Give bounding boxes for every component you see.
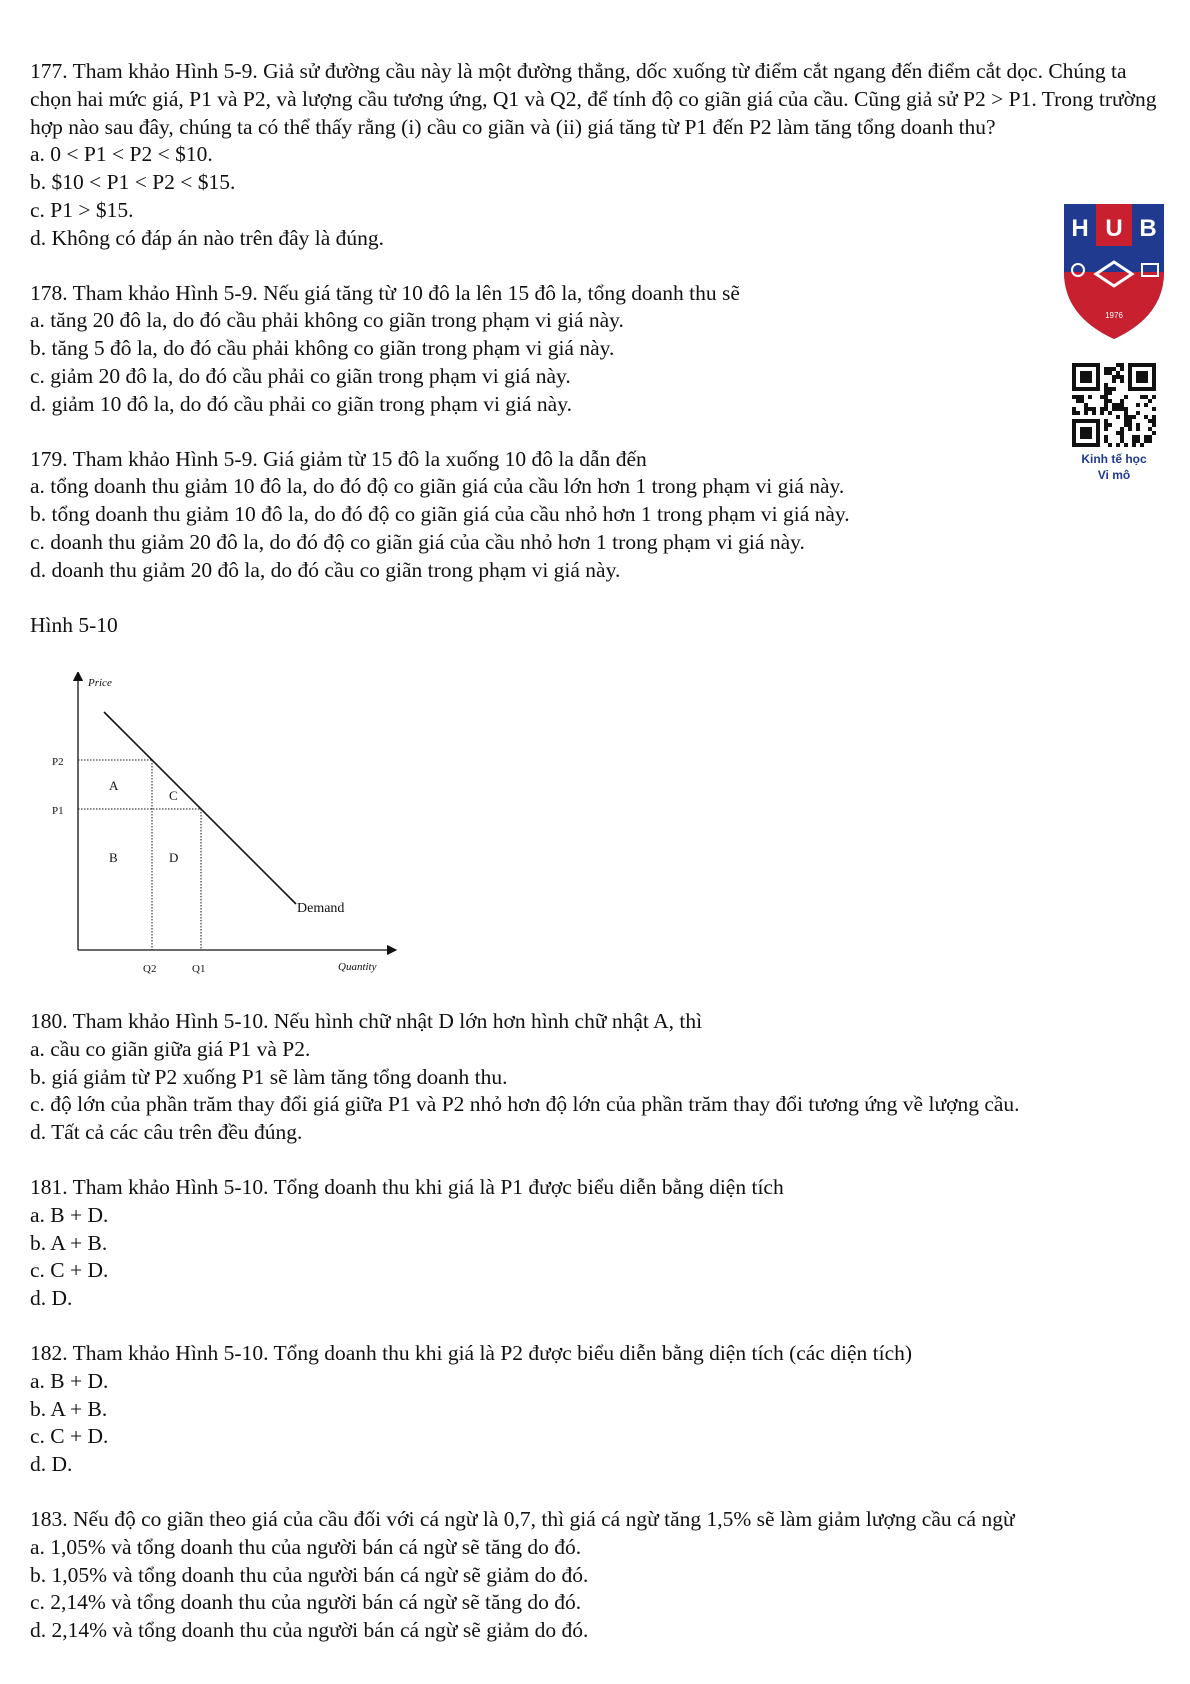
question-181 (30, 1174, 1170, 1313)
figure-title: Hình 5-10 (30, 612, 118, 637)
question-stem: 182. Tham khảo Hình 5-10. Tổng doanh thu khi giá là P2 được biểu diễn bằng diện tích (các diện tích) (30, 1340, 913, 1365)
demand-label: Demand (297, 901, 345, 916)
brand-text (1054, 451, 1174, 483)
region-d: D (169, 850, 179, 865)
logo-letter-h: H (1071, 215, 1089, 242)
question-stem: 178. Tham khảo Hình 5-9. Nếu giá tăng từ 10 đô la lên 15 đô la, tổng doanh thu sẽ (30, 280, 740, 305)
brand-line-1: Kinh tế học (1081, 452, 1147, 466)
question-stem: 179. Tham khảo Hình 5-9. Giá giảm từ 15 đô la xuống 10 đô la dẫn đến (30, 446, 647, 471)
option-c: c. doanh thu giảm 20 đô la, do đó độ co giãn giá của cầu nhỏ hơn 1 trong phạm vi giá này. (30, 529, 805, 554)
question-stem: 181. Tham khảo Hình 5-10. Tổng doanh thu khi giá là P1 được biểu diễn bằng diện tích (30, 1174, 784, 1199)
question-182 (30, 1340, 1170, 1479)
option-d: d. giảm 10 đô la, do đó cầu phải co giãn trong phạm vi giá này. (30, 391, 572, 416)
region-b: B (109, 850, 118, 865)
option-a: a. B + D. (30, 1202, 109, 1227)
option-c: c. P1 > $15. (30, 197, 134, 222)
option-b: b. A + B. (30, 1396, 108, 1421)
question-177 (30, 58, 1170, 253)
option-c: c. 2,14% và tổng doanh thu của người bán cá ngừ sẽ tăng do đó. (30, 1590, 582, 1615)
figure-5-10 (52, 672, 412, 980)
option-a: a. cầu co giãn giữa giá P1 và P2. (30, 1036, 311, 1061)
option-a: a. tăng 20 đô la, do đó cầu phải không co giãn trong phạm vi giá này. (30, 308, 624, 333)
option-d: d. D. (30, 1286, 73, 1311)
option-d: d. doanh thu giảm 20 đô la, do đó cầu co giãn trong phạm vi giá này. (30, 557, 621, 582)
hub-logo (1054, 204, 1174, 354)
x-axis-label: Quantity (338, 961, 377, 973)
option-a: a. 0 < P1 < P2 < $10. (30, 142, 213, 167)
option-c: c. giảm 20 đô la, do đó cầu phải co giãn trong phạm vi giá này. (30, 363, 571, 388)
option-d: d. Tất cả các câu trên đều đúng. (30, 1120, 303, 1145)
p1-label: P1 (52, 805, 64, 817)
hub-logo-block (1054, 204, 1174, 484)
brand-line-2: Vi mô (1097, 468, 1131, 482)
question-stem: 183. Nếu độ co giãn theo giá của cầu đối với cá ngừ là 0,7, thì giá cá ngừ tăng 1,5% sẽ làm giảm lượng cầu cá ngừ (30, 1506, 1015, 1531)
document-page (30, 58, 1170, 639)
question-183 (30, 1506, 1170, 1645)
question-stem: 180. Tham khảo Hình 5-10. Nếu hình chữ nhật D lớn hơn hình chữ nhật A, thì (30, 1009, 703, 1033)
q2-label: Q2 (143, 963, 157, 975)
option-b: b. tăng 5 đô la, do đó cầu phải không co giãn trong phạm vi giá này. (30, 336, 615, 361)
option-b: b. $10 < P1 < P2 < $15. (30, 170, 236, 195)
option-d: d. 2,14% và tổng doanh thu của người bán cá ngừ sẽ giảm do đó. (30, 1618, 589, 1643)
option-b: b. 1,05% và tổng doanh thu của người bán cá ngừ sẽ giảm do đó. (30, 1562, 589, 1587)
demand-curve (104, 712, 296, 904)
option-d: d. D. (30, 1452, 73, 1477)
option-a: a. 1,05% và tổng doanh thu của người bán cá ngừ sẽ tăng do đó. (30, 1534, 582, 1559)
option-c: c. C + D. (30, 1258, 109, 1283)
question-178 (30, 280, 1170, 419)
p2-label: P2 (52, 756, 64, 768)
question-180 (30, 1008, 1170, 1147)
option-b: b. A + B. (30, 1230, 108, 1255)
region-a: A (109, 778, 119, 793)
document-page-lower (30, 1008, 1170, 1645)
y-axis-label: Price (88, 677, 112, 689)
option-b: b. giá giảm từ P2 xuống P1 sẽ làm tăng tổng doanh thu. (30, 1064, 508, 1089)
question-stem: 177. Tham khảo Hình 5-9. Giả sử đường cầu này là một đường thẳng, dốc xuống từ điểm cắt ngang đến điểm cắt dọc. Chúng ta chọn hai mức giá, P1 và P2, và lượng cầu tương ứng, Q1 và Q2, để tính độ co giãn giá của cầu. Cũng giả sử P2 > P1. Trong trường hợp nào sau đây, chúng ta có thể thấy rằng (i) cầu co giãn và (ii) giá tăng từ P1 đến P2 làm tăng tổng doanh thu? (30, 59, 1157, 139)
logo-letter-u: U (1105, 215, 1123, 242)
region-c: C (169, 788, 178, 803)
option-c: c. độ lớn của phần trăm thay đổi giá giữa P1 và P2 nhỏ hơn độ lớn của phần trăm thay đổi tương ứng về lượng cầu. (30, 1092, 1020, 1117)
q1-label: Q1 (192, 963, 206, 975)
logo-letter-b: B (1139, 215, 1157, 242)
logo-year: 1976 (1105, 311, 1123, 320)
qr-code (1064, 363, 1164, 447)
option-a: a. B + D. (30, 1368, 109, 1393)
question-179 (30, 446, 1170, 585)
option-a: a. tổng doanh thu giảm 10 đô la, do đó độ co giãn giá của cầu lớn hơn 1 trong phạm vi giá này. (30, 474, 845, 499)
option-c: c. C + D. (30, 1424, 109, 1449)
option-d: d. Không có đáp án nào trên đây là đúng. (30, 225, 385, 250)
option-b: b. tổng doanh thu giảm 10 đô la, do đó độ co giãn giá của cầu nhỏ hơn 1 trong phạm vi giá này. (30, 502, 850, 527)
